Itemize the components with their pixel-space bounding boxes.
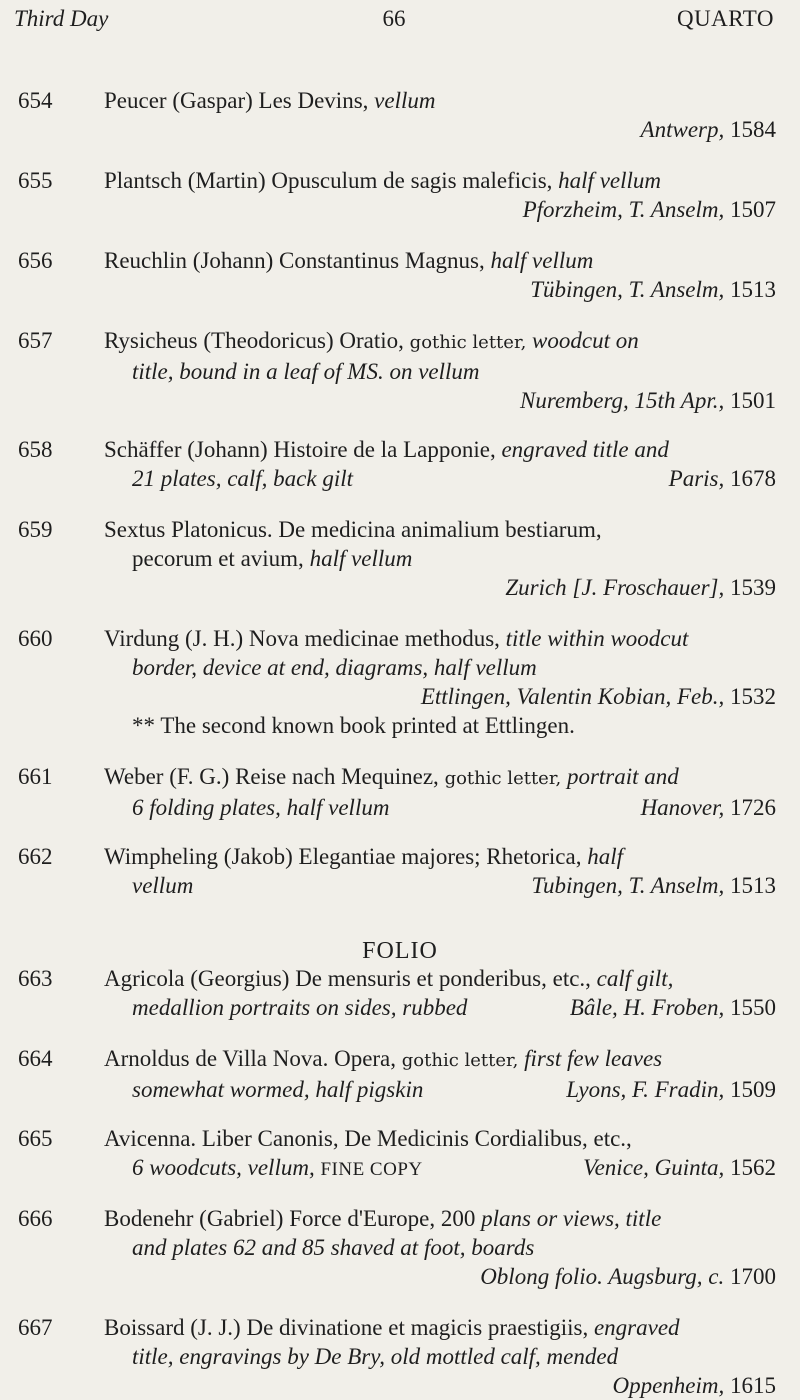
entry-line	[104, 573, 776, 602]
entry-text: portrait and	[561, 764, 679, 789]
entry-line	[104, 357, 776, 386]
entry-description	[104, 964, 776, 1022]
entry-line	[104, 246, 776, 275]
entry-text: border, device at end, diagrams, half vellum	[132, 655, 537, 680]
imprint-date: 1513	[730, 277, 776, 302]
imprint-place: Zurich [J. Froschauer],	[505, 575, 725, 600]
entry-line	[104, 964, 776, 993]
section-heading-folio: FOLIO	[362, 938, 438, 964]
imprint-place: Oblong folio. Augsburg, c.	[480, 1264, 725, 1289]
entry-text: gothic letter,	[401, 1050, 519, 1071]
entry-line	[104, 275, 776, 304]
entry-text: Avicenna. Liber Canonis, De Medicinis Cordialibus, etc.,	[104, 1126, 632, 1151]
entry-line	[104, 544, 776, 573]
entry-line	[104, 515, 776, 544]
entry-line	[104, 711, 776, 740]
entry-line	[104, 1342, 776, 1371]
imprint	[641, 793, 776, 822]
entry-line	[104, 1313, 776, 1342]
entry-text: vellum	[374, 88, 436, 113]
entry-text: somewhat wormed, half pigskin	[132, 1077, 424, 1102]
entry-description	[104, 624, 776, 740]
imprint-place: Bâle, H. Froben,	[569, 995, 725, 1020]
entry-text: and plates 62 and 85 shaved at foot, boards	[132, 1235, 535, 1260]
entry-text: 6 folding plates, half vellum	[132, 795, 390, 820]
entry-text: Bodenehr (Gabriel) Force d'Europe, 200	[104, 1206, 482, 1231]
imprint-place: Paris,	[668, 466, 725, 491]
imprint-place: Tubingen, T. Anselm,	[531, 873, 725, 898]
entry-text: half vellum	[558, 168, 662, 193]
entry-text: Arnoldus de Villa Nova. Opera,	[104, 1046, 402, 1071]
entry-description	[104, 246, 776, 304]
entry-line	[104, 1124, 776, 1153]
entry-line	[104, 1153, 776, 1184]
lot-number: 655	[18, 168, 53, 193]
entry-line	[104, 1075, 776, 1104]
imprint-date: 1501	[730, 388, 776, 413]
entry-line	[104, 195, 776, 224]
entry-line	[104, 115, 776, 144]
entry-line	[104, 1204, 776, 1233]
imprint	[480, 1262, 776, 1291]
entry-text: Plantsch (Martin) Opusculum de sagis maleficis,	[104, 168, 559, 193]
entry-text: half	[587, 844, 623, 869]
lot-number: 665	[18, 1126, 53, 1151]
entry-line	[104, 762, 776, 793]
entry-description	[104, 166, 776, 224]
imprint-date: 1532	[730, 684, 776, 709]
imprint	[612, 1371, 776, 1400]
entry-description	[104, 1204, 776, 1291]
entry-text: Boissard (J. J.) De divinatione et magicis praestigiis,	[104, 1315, 594, 1340]
imprint-place: Hanover,	[640, 795, 725, 820]
entry-text: 6 woodcuts, vellum,	[132, 1155, 321, 1180]
entry-text: ** The second known book printed at Ettlingen.	[132, 713, 575, 738]
imprint-date: 1562	[730, 1155, 776, 1180]
entry-description	[104, 86, 776, 144]
lot-number: 661	[18, 764, 53, 789]
entry-text: Reuchlin (Johann) Constantinus Magnus,	[104, 248, 491, 273]
imprint-date: 1509	[730, 1077, 776, 1102]
lot-number: 663	[18, 966, 53, 991]
imprint	[421, 682, 776, 711]
lot-number: 657	[18, 328, 53, 353]
imprint-date: 1615	[730, 1373, 776, 1398]
entry-text: Rysicheus (Theodoricus) Oratio,	[104, 328, 410, 353]
entry-description	[104, 1124, 776, 1184]
lot-number: 660	[18, 626, 53, 651]
entry-text: engraved title and	[501, 437, 669, 462]
entry-line	[104, 793, 776, 822]
entry-line	[104, 326, 776, 357]
imprint	[566, 1075, 776, 1104]
imprint-place: Tübingen, T. Anselm,	[530, 277, 725, 302]
imprint	[570, 993, 776, 1022]
imprint-date: 1507	[730, 197, 776, 222]
entry-description	[104, 326, 776, 415]
lot-number: 667	[18, 1315, 53, 1340]
page-number: 66	[382, 6, 406, 31]
entry-line	[104, 871, 776, 900]
entry-line	[104, 166, 776, 195]
imprint-place: Pforzheim, T. Anselm,	[522, 197, 725, 222]
entry-text: medallion portraits on sides, rubbed	[132, 995, 468, 1020]
entry-text: plans or views, title	[481, 1206, 662, 1231]
entry-line	[104, 386, 776, 415]
imprint-place: Lyons, F. Fradin,	[566, 1077, 725, 1102]
lot-number: 662	[18, 844, 53, 869]
entry-line	[104, 682, 776, 711]
imprint-place: Ettlingen, Valentin Kobian, Feb.,	[420, 684, 725, 709]
entry-text: Peucer (Gaspar) Les Devins,	[104, 88, 375, 113]
imprint	[532, 871, 777, 900]
imprint-place: Venice, Guinta,	[583, 1155, 725, 1180]
entry-description	[104, 762, 776, 822]
day-label: Third Day	[14, 6, 109, 31]
entry-line	[104, 624, 776, 653]
entry-line	[104, 993, 776, 1022]
entry-text: FINE COPY	[320, 1159, 423, 1180]
entry-text: woodcut on	[526, 328, 639, 353]
entry-line	[104, 86, 776, 115]
imprint	[505, 573, 776, 602]
lot-number: 654	[18, 88, 53, 113]
entry-text: first few leaves	[518, 1046, 663, 1071]
entry-description	[104, 842, 776, 900]
entry-line	[104, 1044, 776, 1075]
imprint	[641, 115, 776, 144]
imprint	[530, 275, 776, 304]
lot-number: 658	[18, 437, 53, 462]
imprint-place: Oppenheim,	[612, 1373, 725, 1398]
imprint	[669, 464, 776, 493]
entry-text: title, engravings by De Bry, old mottled calf, mended	[132, 1344, 619, 1369]
entry-text: Weber (F. G.) Reise nach Mequinez,	[104, 764, 445, 789]
entry-text: 21 plates, calf, back gilt	[132, 466, 354, 491]
imprint	[583, 1153, 776, 1182]
format-label: QUARTO	[676, 6, 774, 31]
entry-description	[104, 1044, 776, 1104]
entry-description	[104, 435, 776, 493]
imprint-date: 1584	[730, 117, 776, 142]
imprint	[520, 386, 776, 415]
imprint-date: 1678	[730, 466, 776, 491]
entry-text: Agricola (Georgius) De mensuris et ponderibus, etc.,	[104, 966, 597, 991]
entry-line	[104, 1262, 776, 1291]
entry-line	[104, 435, 776, 464]
entry-text: pecorum et avium,	[132, 546, 310, 571]
lot-number: 659	[18, 517, 53, 542]
entry-text: Virdung (J. H.) Nova medicinae methodus,	[104, 626, 506, 651]
entry-line	[104, 1371, 776, 1400]
entry-line	[104, 464, 776, 493]
entry-line	[104, 653, 776, 682]
entry-text: gothic letter,	[444, 768, 562, 789]
entry-text: title, bound in a leaf of MS. on vellum	[132, 359, 480, 384]
imprint	[523, 195, 776, 224]
imprint-place: Nuremberg, 15th Apr.,	[520, 388, 725, 413]
entry-text: title within woodcut	[505, 626, 689, 651]
lot-number: 656	[18, 248, 53, 273]
imprint-date: 1539	[730, 575, 776, 600]
entry-text: half vellum	[309, 546, 413, 571]
entry-text: calf gilt,	[596, 966, 674, 991]
imprint-date: 1550	[730, 995, 776, 1020]
lot-number: 666	[18, 1206, 53, 1231]
imprint-date: 1513	[730, 873, 776, 898]
entry-text: vellum	[132, 873, 194, 898]
entry-text: engraved	[593, 1315, 680, 1340]
page-header	[14, 6, 774, 46]
imprint-place: Antwerp,	[640, 117, 725, 142]
entry-line	[104, 1233, 776, 1262]
entry-text: Wimpheling (Jakob) Elegantiae majores; Rhetorica,	[104, 844, 588, 869]
entry-line	[104, 842, 776, 871]
entry-text: Schäffer (Johann) Histoire de la Lapponie,	[104, 437, 502, 462]
entry-text: half vellum	[490, 248, 594, 273]
entry-text: gothic letter,	[409, 332, 527, 353]
entry-description	[104, 515, 776, 602]
entry-text: Sextus Platonicus. De medicina animalium bestiarum,	[104, 517, 602, 542]
imprint-date: 1726	[730, 795, 776, 820]
entry-description	[104, 1313, 776, 1400]
lot-number: 664	[18, 1046, 53, 1071]
imprint-date: 1700	[730, 1264, 776, 1289]
